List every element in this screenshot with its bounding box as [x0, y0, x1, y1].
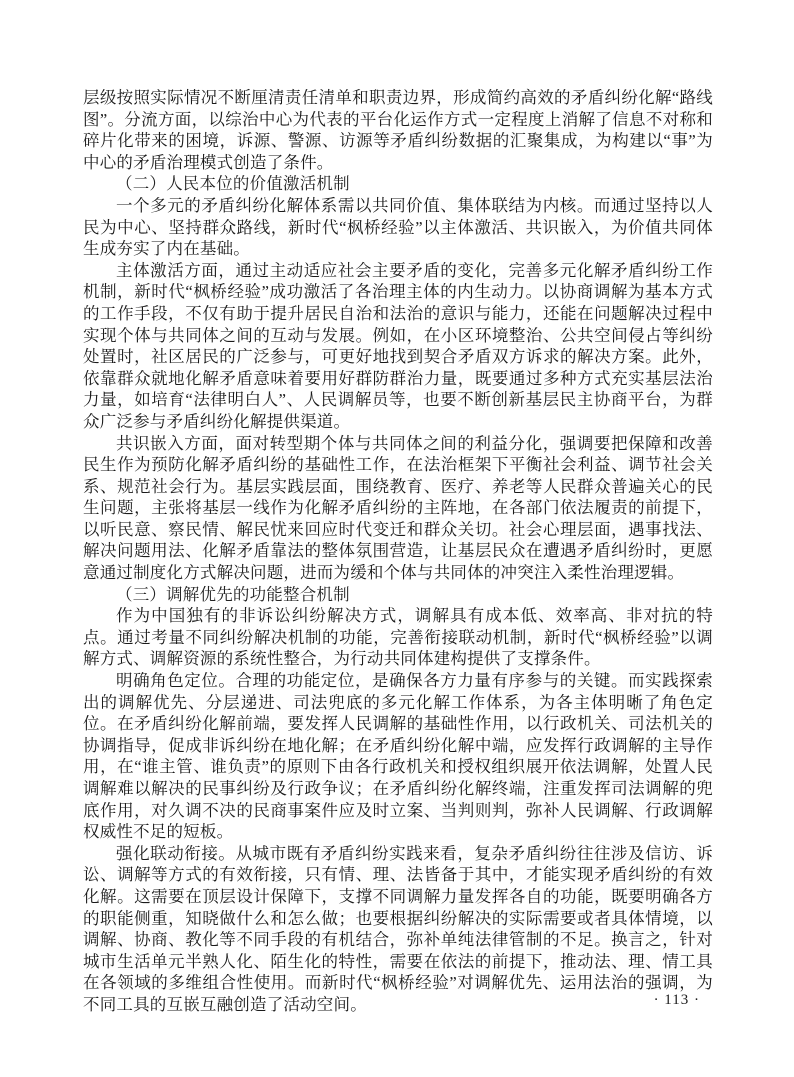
- paragraph: 共识嵌入方面，面对转型期个体与共同体之间的利益分化，强调要把保障和改善民生作为预防化解矛盾纠纷的基础性工作，在法治框架下平衡社会利益、调节社会关系、规范社会行为。基层实践层面，围绕教育、医疗、养老等人民群众普遍关心的民生问题，主张将基层一线作为化解矛盾纠纷的主阵地，在各部门依法履责的前提下，以听民意、察民情、解民忧来回应时代变迁和群众关切。社会心理层面，遇事找法、解决问题用法、化解矛盾靠法的整体氛围营造，让基层民众在遭遇矛盾纠纷时，更愿意通过制度化方式解决问题，进而为缓和个体与共同体的冲突注入柔性治理逻辑。: [83, 433, 713, 583]
- page-number: · 113 ·: [653, 992, 700, 1008]
- section-heading-3: （三）调解优先的功能整合机制: [116, 584, 350, 604]
- paragraph: 主体激活方面，通过主动适应社会主要矛盾的变化，完善多元化解矛盾纠纷工作机制，新时代“枫桥经验”成功激活了各治理主体的内生动力。以协商调解为基本方式的工作手段，不仅有助于提升居民自治和法治的意识与能力，还能在问题解决过程中实现个体与共同体之间的互动与发展。例如，在小区环境整治、公共空间侵占等纠纷处置时，社区居民的广泛参与，可更好地找到契合矛盾双方诉求的解决方案。此外，依靠群众就地化解矛盾意味着要用好群防群治力量，既要通过多种方式充实基层法治力量，如培育“法律明白人”、人民调解员等，也要不断创新基层民主协商平台，为群众广泛参与矛盾纠纷化解提供渠道。: [83, 260, 713, 431]
- paragraph: 一个多元的矛盾纠纷化解体系需以共同价值、集体联结为内核。而通过坚持以人民为中心、坚持群众路线，新时代“枫桥经验”以主体激活、共识嵌入，为价值共同体生成夯实了内在基础。: [83, 195, 713, 259]
- page-body-text: [83, 87, 713, 1016]
- paragraph: 明确角色定位。合理的功能定位，是确保各方力量有序参与的关键。而实践探索出的调解优先、分层递进、司法兜底的多元化解工作体系，为各主体明晰了角色定位。在矛盾纠纷化解前端，要发挥人民调解的基础性作用，以行政机关、司法机关的协调指导，促成非诉纠纷在地化解；在矛盾纠纷化解中端，应发挥行政调解的主导作用，在“谁主管、谁负责”的原则下由各行政机关和授权组织展开依法调解，处置人民调解难以解决的民事纠纷及行政争议；在矛盾纠纷化解终端，注重发挥司法调解的兜底作用，对久调不决的民商事案件应及时立案、当判则判，弥补人民调解、行政调解权威性不足的短板。: [83, 671, 713, 842]
- paragraph: 作为中国独有的非诉讼纠纷解决方式，调解具有成本低、效率高、非对抗的特点。通过考量不同纠纷解决机制的功能，完善衔接联动机制，新时代“枫桥经验”以调解方式、调解资源的系统性整合，为行动共同体建构提供了支撑条件。: [83, 606, 713, 669]
- paragraph: 强化联动衔接。从城市既有矛盾纠纷实践来看，复杂矛盾纠纷往往涉及信访、诉讼、调解等方式的有效衔接，只有情、理、法皆备于其中，才能实现矛盾纠纷的有效化解。这需要在顶层设计保障下，支撑不同调解力量发挥各自的功能，既要明确各方的职能侧重，知晓做什么和怎么做；也要根据纠纷解决的实际需要或者具体情境，以调解、协商、教化等不同手段的有机结合，弥补单纯法律管制的不足。换言之，针对城市生活单元半熟人化、陌生化的特性，需要在依法的前提下，推动法、理、情工具在各领域的多维组合性使用。而新时代“枫桥经验”对调解优先、运用法治的强调，为不同工具的互嵌互融创造了活动空间。: [83, 843, 713, 1014]
- section-heading-2: （二）人民本位的价值激活机制: [116, 174, 350, 194]
- paragraph-continuation: 层级按照实际情况不断厘清责任清单和职责边界，形成简约高效的矛盾纠纷化解“路线图”。分流方面，以综治中心为代表的平台化运作方式一定程度上消解了信息不对称和碎片化带来的困境，诉源、警源、访源等矛盾纠纷数据的汇聚集成，为构建以“事”为中心的矛盾治理模式创造了条件。: [83, 88, 713, 172]
